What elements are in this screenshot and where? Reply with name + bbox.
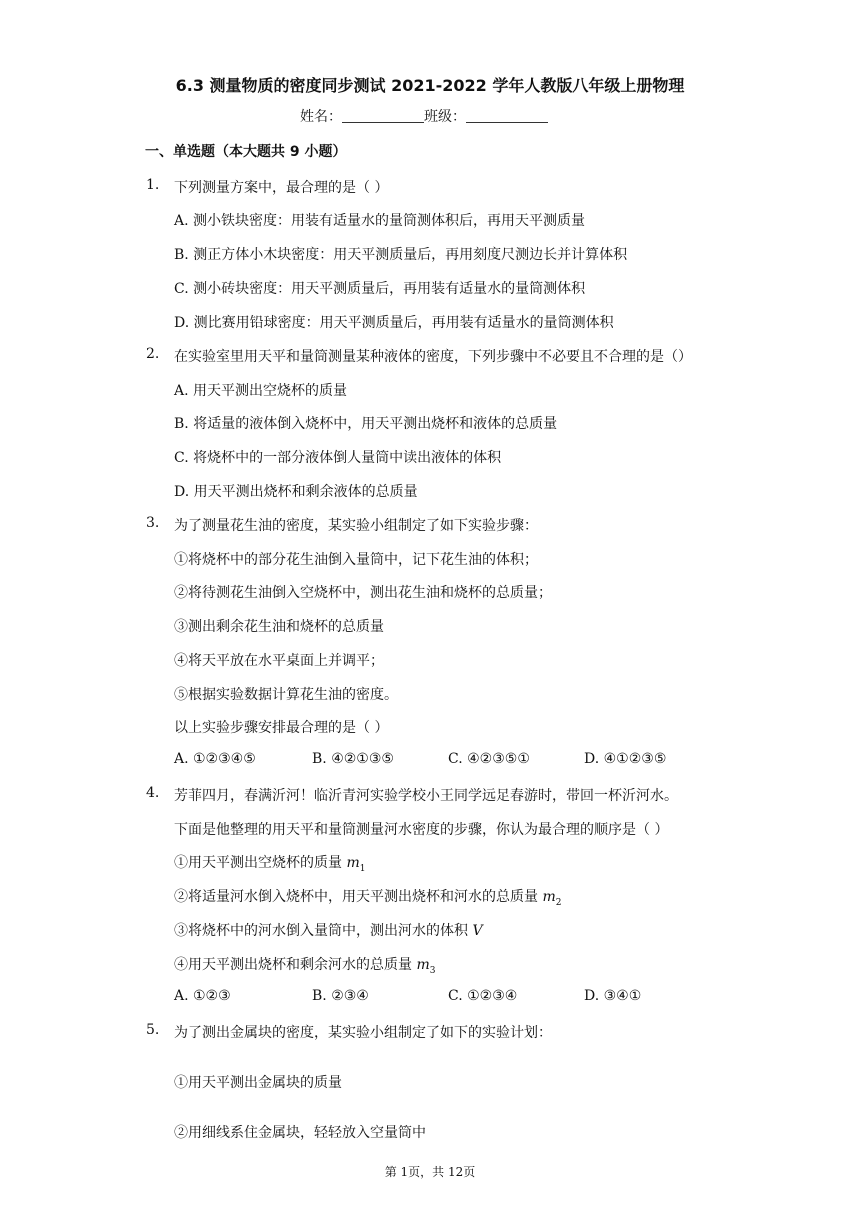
option-a[interactable]: A. 用天平测出空烧杯的质量 [174, 383, 348, 399]
question-number: 2. [146, 346, 160, 362]
question-number: 5. [146, 1022, 160, 1038]
option-d[interactable]: D. ④①②③⑤ [584, 751, 667, 767]
class-blank [466, 108, 548, 123]
step-line [174, 920, 483, 940]
question-stem-continued: 下面是他整理的用天平和量筒测量河水密度的步骤，你认为最合理的顺序是（ ） [174, 822, 669, 838]
question-number: 4. [146, 785, 160, 801]
mass-symbol: m [346, 855, 360, 871]
step-text: ②将适量河水倒入烧杯中，用天平测出烧杯和河水的总质量 [174, 889, 543, 905]
subscript: 3 [429, 965, 436, 976]
step-line: ④将天平放在水平桌面上并调平； [174, 653, 384, 669]
step-line [174, 886, 561, 908]
option-b[interactable]: B. ④②①③⑤ [312, 751, 394, 767]
step-line: ①用天平测出金属块的质量 [174, 1075, 342, 1091]
page-footer: 第 1页，共 12页 [384, 1165, 476, 1179]
step-text: ①用天平测出空烧杯的质量 [174, 855, 347, 871]
step-line: ②将待测花生油倒入空烧杯中，测出花生油和烧杯的总质量； [174, 585, 552, 601]
option-a[interactable]: A. 测小铁块密度：用装有适量水的量筒测体积后，再用天平测质量 [174, 213, 586, 229]
question-number: 1. [146, 177, 160, 193]
option-b[interactable]: B. 测正方体小木块密度：用天平测质量后，再用刻度尺测边长并计算体积 [174, 247, 628, 263]
name-class-line [300, 106, 548, 126]
subscript: 2 [555, 897, 562, 908]
option-b[interactable]: B. 将适量的液体倒入烧杯中，用天平测出烧杯和液体的总质量 [174, 416, 558, 432]
option-c[interactable]: C. ①②③④ [448, 988, 518, 1004]
step-text: ④用天平测出烧杯和剩余河水的总质量 [174, 957, 417, 973]
option-c[interactable]: C. 测小砖块密度：用天平测质量后，再用装有适量水的量筒测体积 [174, 281, 586, 297]
mass-symbol: m [542, 889, 556, 905]
question-prompt: 以上实验步骤安排最合理的是（ ） [174, 720, 389, 736]
section-heading: 一、单选题（本大题共 9 小题） [145, 144, 347, 160]
page-title: 6.3 测量物质的密度同步测试 2021-2022 学年人教版八年级上册物理 [175, 76, 685, 95]
option-a[interactable]: A. ①②③④⑤ [174, 751, 256, 767]
question-stem: 下列测量方案中，最合理的是（ ） [174, 180, 389, 196]
question-number: 3. [146, 515, 160, 531]
class-label: 班级： [424, 109, 466, 125]
question-stem: 芳菲四月，春满沂河！临沂青河实验学校小王同学远足春游时，带回一杯沂河水。 [174, 788, 678, 804]
mass-symbol: m [416, 957, 430, 973]
option-d[interactable]: D. ③④① [584, 988, 642, 1004]
step-line: ⑤根据实验数据计算花生油的密度。 [174, 687, 398, 703]
question-stem: 为了测出金属块的密度，某实验小组制定了如下的实验计划： [174, 1025, 552, 1041]
option-d[interactable]: D. 测比赛用铅球密度：用天平测质量后，再用装有适量水的量筒测体积 [174, 315, 614, 331]
step-line: ②用细线系住金属块，轻轻放入空量筒中 [174, 1125, 426, 1141]
question-stem: 在实验室里用天平和量筒测量某种液体的密度，下列步骤中不必要且不合理的是（） [174, 349, 692, 365]
option-c[interactable]: C. ④②③⑤① [448, 751, 530, 767]
option-c[interactable]: C. 将烧杯中的一部分液体倒人量筒中读出液体的体积 [174, 450, 502, 466]
volume-symbol: V [472, 923, 483, 939]
name-blank [342, 108, 424, 123]
question-stem: 为了测量花生油的密度，某实验小组制定了如下实验步骤： [174, 518, 538, 534]
step-text: ③将烧杯中的河水倒入量筒中，测出河水的体积 [174, 923, 473, 939]
step-line [174, 954, 435, 976]
option-d[interactable]: D. 用天平测出烧杯和剩余液体的总质量 [174, 484, 418, 500]
subscript: 1 [359, 863, 366, 874]
option-a[interactable]: A. ①②③ [174, 988, 231, 1004]
step-line: ①将烧杯中的部分花生油倒入量筒中，记下花生油的体积； [174, 552, 538, 568]
option-b[interactable]: B. ②③④ [312, 988, 369, 1004]
step-line [174, 852, 365, 874]
name-label: 姓名： [300, 109, 342, 125]
step-line: ③测出剩余花生油和烧杯的总质量 [174, 619, 384, 635]
